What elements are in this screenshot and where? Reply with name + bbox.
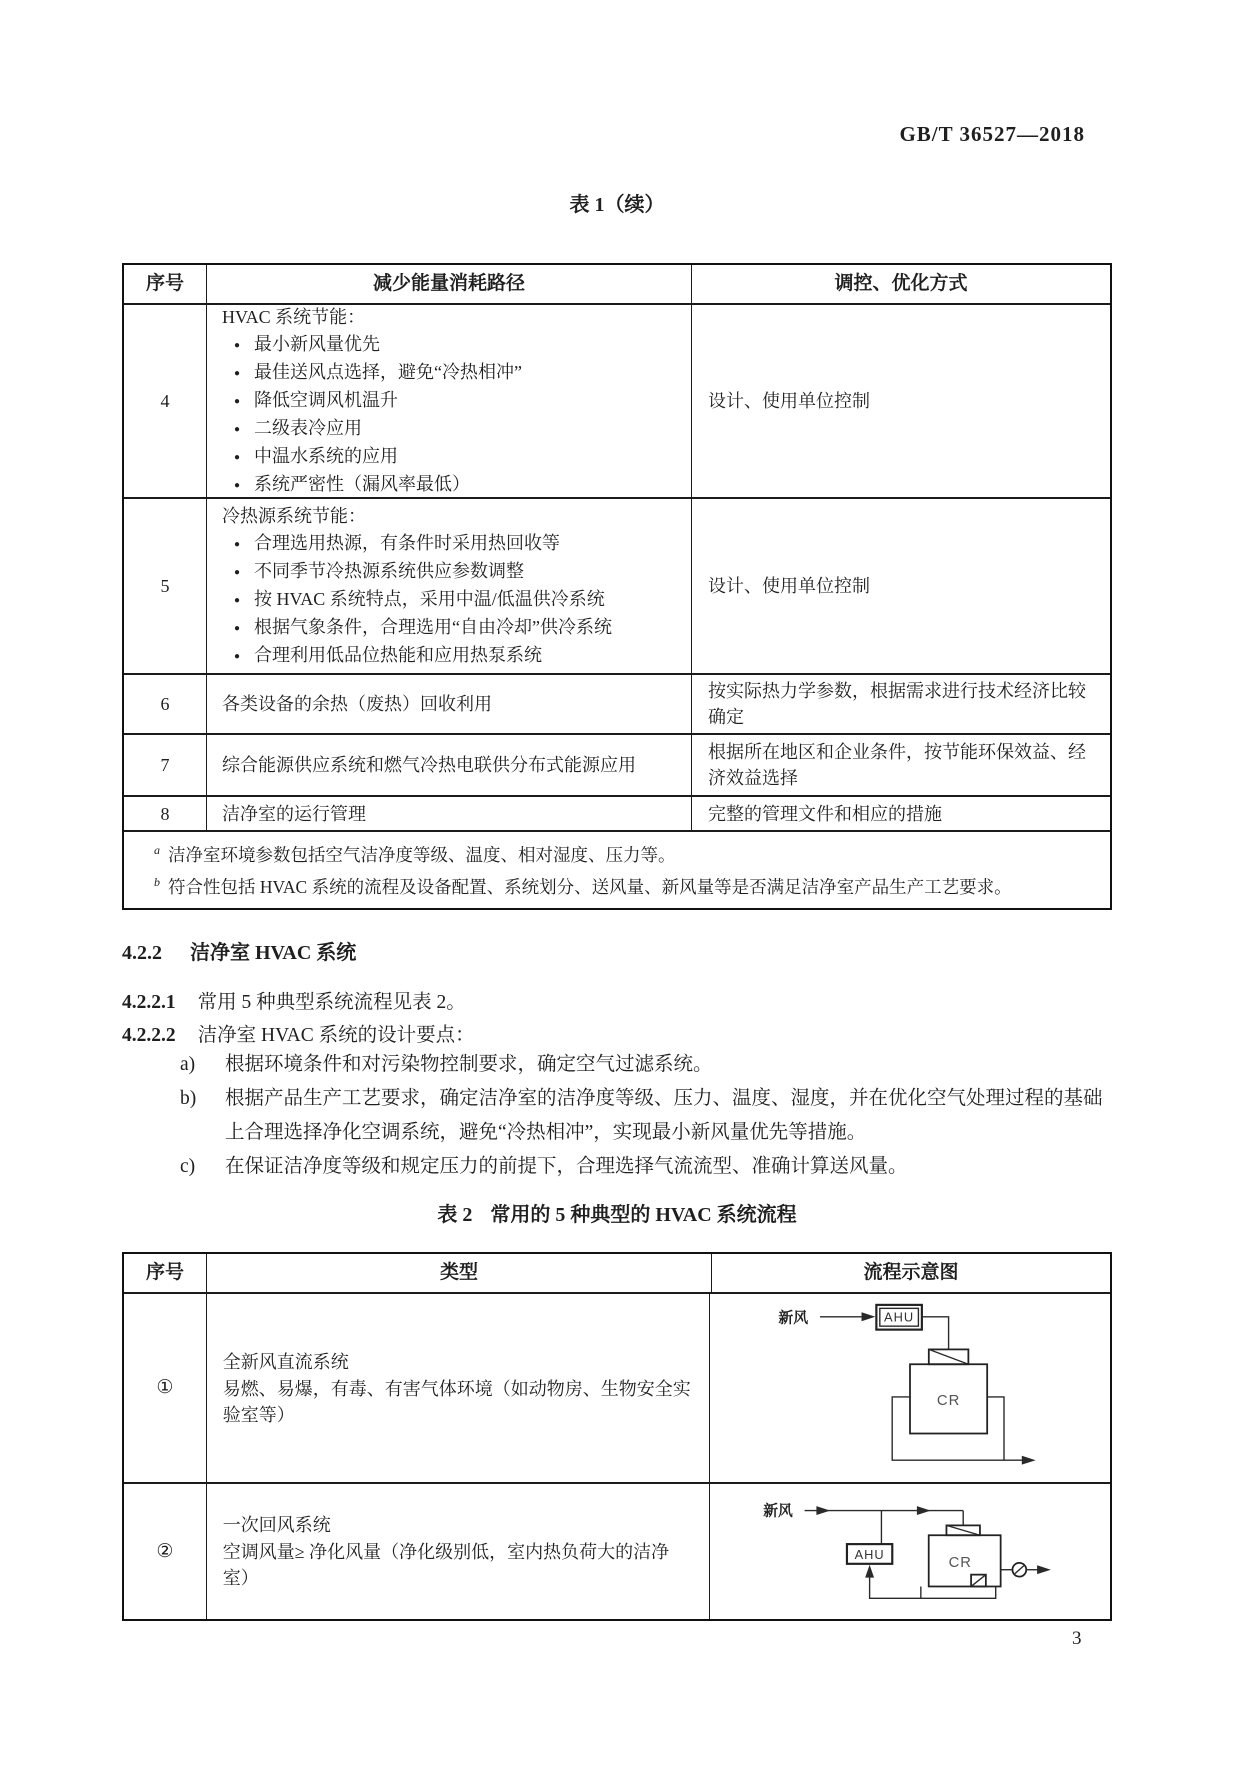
path-bullet: ● 降低空调风机温升 xyxy=(222,387,679,415)
standard-number: GB/T 36527—2018 xyxy=(899,122,1085,146)
page-number: 3 xyxy=(1072,1628,1082,1649)
row-diagram xyxy=(710,1294,1110,1482)
path-bullet: ● 系统严密性（漏风率最低） xyxy=(222,471,679,499)
footnote-b xyxy=(154,869,1100,901)
arrow-icon xyxy=(917,1506,931,1515)
table1-col-no: 序号 xyxy=(124,265,207,303)
clause-text: 洁净室 HVAC 系统的设计要点： xyxy=(197,1025,475,1046)
table-row xyxy=(124,1294,1110,1484)
type-title: 一次回风系统 xyxy=(222,1515,331,1535)
arrow-icon xyxy=(862,1312,876,1321)
fresh-air-label: 新风 xyxy=(778,1310,809,1327)
item-marker: c) xyxy=(180,1156,196,1177)
table-row xyxy=(124,797,1110,832)
row-path xyxy=(207,499,692,673)
table1 xyxy=(122,263,1112,910)
return-arrow-icon xyxy=(865,1565,874,1578)
table1-col-path: 减少能量消耗路径 xyxy=(207,265,692,303)
item-marker: b) xyxy=(180,1088,197,1109)
clause-text: 常用 5 种典型系统流程见表 2。 xyxy=(197,992,466,1013)
path-bullet: ● 根据气象条件，合理选用“自由冷却”供冷系统 xyxy=(222,614,679,642)
clause-number: 4.2.2 xyxy=(122,942,162,964)
footnote-text: 洁净室环境参数包括空气洁净度等级、温度、相对湿度、压力等。 xyxy=(168,844,676,865)
list-item-c xyxy=(180,1150,1112,1184)
clause-4-2-2-2 xyxy=(122,1019,475,1047)
table2-col-no: 序号 xyxy=(124,1254,207,1292)
row-control: 按实际热力学参数，根据需求进行技术经济比较确定 xyxy=(708,681,1086,727)
row-path: 各类设备的余热（废热）回收利用 xyxy=(207,675,692,733)
item-text: 根据产品生产工艺要求，确定洁净室的洁净度等级、压力、温度、湿度，并在优化空气处理过程的基础上合理选择净化空调系统，避免“冷热相冲”，实现最小新风量优先等措施。 xyxy=(225,1088,1103,1143)
row-path: 综合能源供应系统和燃气冷热电联供分布式能源应用 xyxy=(207,735,692,795)
path-bullet: ● 按 HVAC 系统特点，采用中温/低温供冷系统 xyxy=(222,586,679,614)
table-row xyxy=(124,499,1110,675)
table-row xyxy=(124,675,1110,735)
clause-title: 洁净室 HVAC 系统 xyxy=(190,942,357,964)
table1-col-control: 调控、优化方式 xyxy=(834,273,968,294)
clause-number: 4.2.2.2 xyxy=(122,1025,176,1046)
table2-title-label: 表 2 xyxy=(437,1204,473,1226)
row-path xyxy=(207,305,692,497)
footnote-a xyxy=(154,837,1100,869)
row-type xyxy=(207,1484,710,1619)
table1-title: 表 1（续） xyxy=(569,194,665,216)
path-title: HVAC 系统节能： xyxy=(222,306,366,327)
row-control: 设计、使用单位控制 xyxy=(708,391,870,411)
list-item-a xyxy=(180,1048,1112,1082)
item-text: 根据环境条件和对污染物控制要求，确定空气过滤系统。 xyxy=(225,1054,713,1075)
item-marker: a) xyxy=(180,1054,196,1075)
table2-header-row xyxy=(124,1254,1110,1294)
table2-col-type: 类型 xyxy=(207,1254,712,1292)
flow-diagram-once-through xyxy=(710,1294,1110,1482)
row-no: 6 xyxy=(124,675,207,733)
footnote-marker: b xyxy=(154,874,160,889)
row-no: 8 xyxy=(124,797,207,830)
arrow-icon xyxy=(1037,1565,1051,1574)
fresh-air-label: 新风 xyxy=(763,1503,793,1520)
path-bullet: ● 合理利用低品位热能和应用热泵系统 xyxy=(222,642,679,670)
footnote-marker: a xyxy=(154,843,160,857)
cleanroom-label: CR xyxy=(936,1392,961,1409)
path-bullet: ● 合理选用热源，有条件时采用热回收等 xyxy=(222,530,679,558)
row-control: 设计、使用单位控制 xyxy=(708,576,870,596)
row-no: ② xyxy=(124,1484,207,1619)
path-bullet: ● 最佳送风点选择，避免“冷热相冲” xyxy=(222,359,679,387)
clause-4-2-2-heading xyxy=(122,936,356,965)
table2-title xyxy=(122,1198,1112,1227)
ahu-label: AHU xyxy=(854,1546,885,1562)
ahu-label: AHU xyxy=(884,1309,915,1325)
table-row xyxy=(124,305,1110,499)
row-path: 洁净室的运行管理 xyxy=(207,797,692,830)
clause-number: 4.2.2.1 xyxy=(122,992,176,1013)
path-bullet: ● 最小新风量优先 xyxy=(222,331,679,359)
table1-header-row xyxy=(124,265,1110,305)
table-row xyxy=(124,1484,1110,1619)
path-title: 冷热源系统节能： xyxy=(222,505,366,526)
table2-col-diagram: 流程示意图 xyxy=(863,1262,959,1283)
row-diagram xyxy=(710,1484,1110,1619)
path-bullet: ● 中温水系统的应用 xyxy=(222,443,679,471)
row-control: 完整的管理文件和相应的措施 xyxy=(708,803,942,824)
row-no: 4 xyxy=(124,305,207,497)
type-desc: 空调风量≥ 净化风量（净化级别低，室内热负荷大的洁净室） xyxy=(222,1542,670,1588)
table2 xyxy=(122,1252,1112,1621)
row-no: ① xyxy=(124,1294,207,1482)
path-bullet: ● 二级表冷应用 xyxy=(222,415,679,443)
row-type xyxy=(207,1294,710,1482)
cleanroom-label: CR xyxy=(948,1554,972,1571)
flow-diagram-primary-return xyxy=(710,1485,1110,1618)
type-title: 全新风直流系统 xyxy=(222,1351,349,1372)
table2-title-text: 常用的 5 种典型的 HVAC 系统流程 xyxy=(490,1204,797,1226)
table-row xyxy=(124,735,1110,797)
clause-4-2-2-1 xyxy=(122,986,466,1014)
row-no: 5 xyxy=(124,499,207,673)
table1-footnotes xyxy=(124,832,1110,908)
item-text: 在保证洁净度等级和规定压力的前提下，合理选择气流流型、准确计算送风量。 xyxy=(225,1156,908,1177)
row-no: 7 xyxy=(124,735,207,795)
list-item-b xyxy=(180,1082,1112,1150)
row-control: 根据所在地区和企业条件，按节能环保效益、经济效益选择 xyxy=(708,742,1086,788)
arrow-icon xyxy=(816,1506,830,1515)
type-desc: 易燃、易爆，有毒、有害气体环境（如动物房、生物安全实验室等） xyxy=(222,1378,691,1425)
exhaust-arrow-icon xyxy=(1022,1456,1036,1465)
path-bullet: ● 不同季节冷热源系统供应参数调整 xyxy=(222,558,679,586)
footnote-text: 符合性包括 HVAC 系统的流程及设备配置、系统划分、送风量、新风量等是否满足洁净室产品生产工艺要求。 xyxy=(168,876,1012,897)
